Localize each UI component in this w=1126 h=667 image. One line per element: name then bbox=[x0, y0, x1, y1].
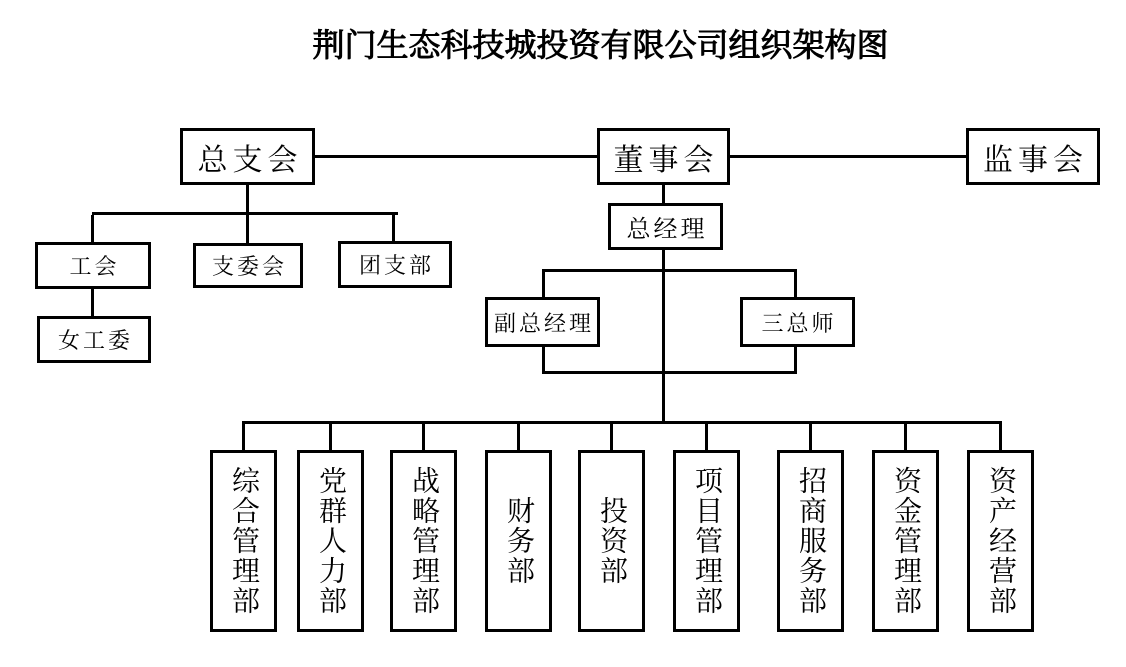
connector-union-to-women bbox=[91, 289, 94, 316]
node-department-investment: 投资部 bbox=[578, 450, 645, 632]
connector-drop-department-8 bbox=[904, 424, 907, 450]
connector-exec-loop-bottom bbox=[543, 371, 797, 374]
connector-drop-department-6 bbox=[705, 424, 708, 450]
connector-exec-loop-top bbox=[543, 269, 797, 272]
node-general-manager: 总经理 bbox=[608, 203, 723, 250]
node-women-workers-committee: 女工委 bbox=[37, 316, 151, 363]
connector-board-to-supervisors bbox=[730, 155, 966, 158]
node-general-branch: 总支会 bbox=[180, 128, 315, 185]
node-youth-league-branch: 团支部 bbox=[338, 241, 452, 288]
node-department-general-management: 综合管理部 bbox=[210, 450, 277, 632]
connector-drop-union bbox=[91, 215, 94, 242]
chart-title: 荆门生态科技城投资有限公司组织架构图 bbox=[312, 27, 889, 63]
connector-department-bus bbox=[242, 421, 1002, 424]
connector-branch-to-board bbox=[315, 155, 597, 158]
node-three-chief-engineers: 三总师 bbox=[740, 297, 855, 347]
node-branch-committee: 支委会 bbox=[193, 243, 303, 288]
node-department-strategy-management: 战略管理部 bbox=[390, 450, 457, 632]
connector-drop-department-1 bbox=[242, 424, 245, 450]
node-department-asset-operation: 资产经营部 bbox=[967, 450, 1034, 632]
connector-branch-down bbox=[246, 185, 249, 214]
node-board-of-supervisors: 监事会 bbox=[966, 128, 1100, 185]
node-labor-union: 工会 bbox=[35, 242, 151, 289]
connector-board-to-gm bbox=[662, 185, 665, 203]
node-board-of-directors: 董事会 bbox=[597, 128, 730, 185]
node-department-finance: 财务部 bbox=[485, 450, 552, 632]
connector-drop-department-5 bbox=[610, 424, 613, 450]
node-deputy-general-manager: 副总经理 bbox=[485, 297, 600, 347]
node-department-merchant-services: 招商服务部 bbox=[777, 450, 844, 632]
connector-drop-department-3 bbox=[422, 424, 425, 450]
connector-gm-trunk bbox=[662, 250, 665, 423]
node-department-capital-management: 资金管理部 bbox=[872, 450, 939, 632]
node-department-project-management: 项目管理部 bbox=[673, 450, 740, 632]
connector-drop-department-7 bbox=[809, 424, 812, 450]
connector-branch-bus bbox=[92, 212, 398, 215]
connector-drop-committee bbox=[246, 215, 249, 243]
connector-drop-department-2 bbox=[329, 424, 332, 450]
connector-drop-department-4 bbox=[517, 424, 520, 450]
node-department-party-hr: 党群人力部 bbox=[297, 450, 364, 632]
connector-drop-league bbox=[392, 215, 395, 241]
connector-drop-department-9 bbox=[999, 424, 1002, 450]
